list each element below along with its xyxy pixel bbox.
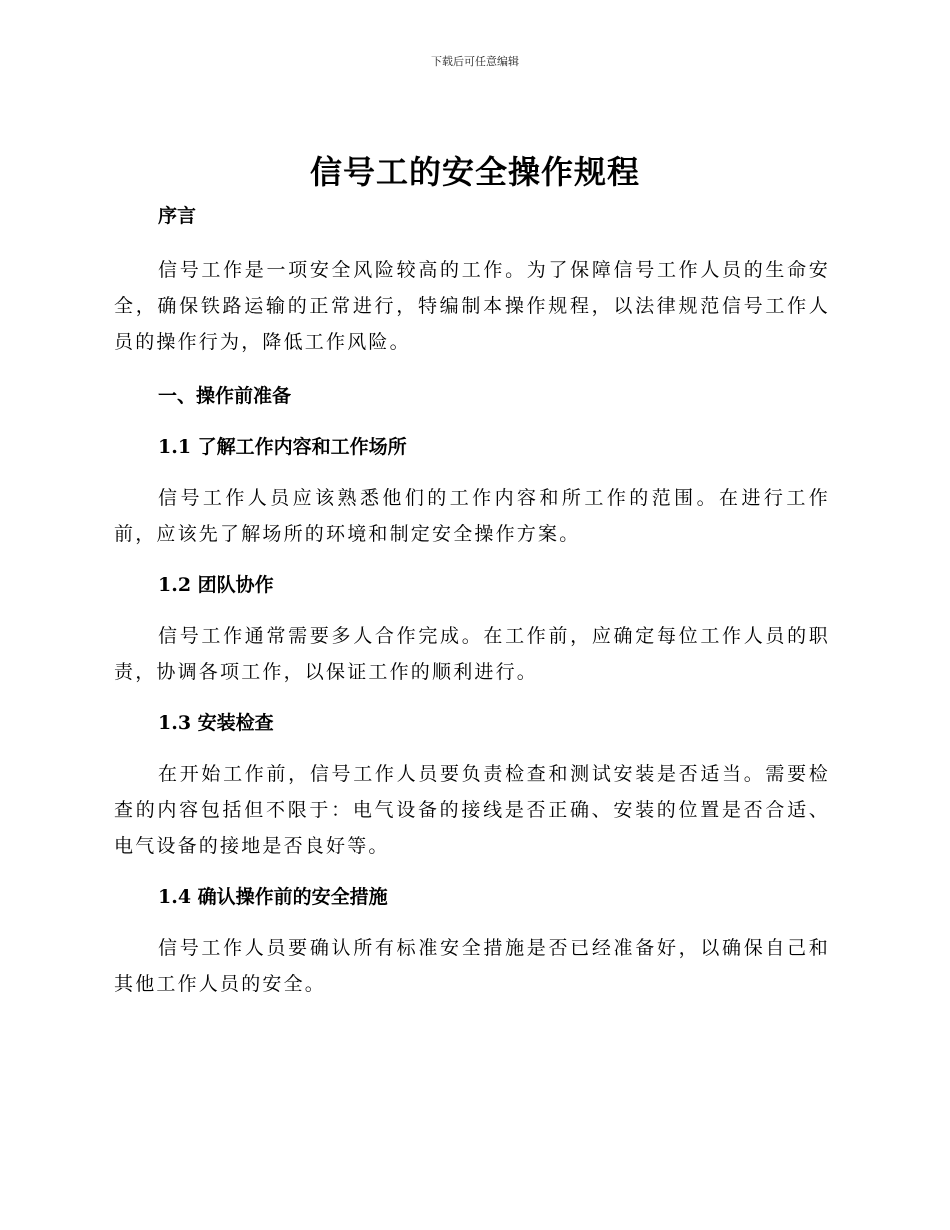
preface-paragraph: 信号工作是一项安全风险较高的工作。为了保障信号工作人员的生命安全，确保铁路运输的正常进行，特编制本操作规程，以法律规范信号工作人员的操作行为，降低工作风险。 — [114, 259, 830, 353]
page-title: 信号工的安全操作规程 — [309, 153, 640, 191]
subsection-1-1-paragraph: 信号工作人员应该熟悉他们的工作内容和所工作的范围。在进行工作前，应该先了解场所的环境和制定安全操作方案。 — [114, 487, 830, 545]
preface-heading: 序言 — [158, 205, 197, 227]
subsection-1-2-paragraph: 信号工作通常需要多人合作完成。在工作前，应确定每位工作人员的职责，协调各项工作，以保证工作的顺利进行。 — [114, 625, 830, 683]
subsection-1-3-paragraph: 在开始工作前，信号工作人员要负责检查和测试安装是否适当。需要检查的内容包括但不限于：电气设备的接线是否正确、安装的位置是否合适、电气设备的接地是否良好等。 — [114, 763, 830, 857]
subsection-1-4-paragraph: 信号工作人员要确认所有标准安全措施是否已经准备好，以确保自己和其他工作人员的安全。 — [114, 937, 830, 995]
subsection-1-4-heading: 1.4 确认操作前的安全措施 — [158, 886, 388, 908]
subsection-1-1-heading: 1.1 了解工作内容和工作场所 — [158, 436, 407, 458]
document-body — [114, 198, 830, 1002]
subsection-1-3-heading: 1.3 安装检查 — [158, 712, 274, 734]
header-note: 下载后可任意编辑 — [431, 55, 519, 68]
section-1-heading: 一、操作前准备 — [158, 385, 292, 407]
subsection-1-2-heading: 1.2 团队协作 — [158, 574, 274, 596]
